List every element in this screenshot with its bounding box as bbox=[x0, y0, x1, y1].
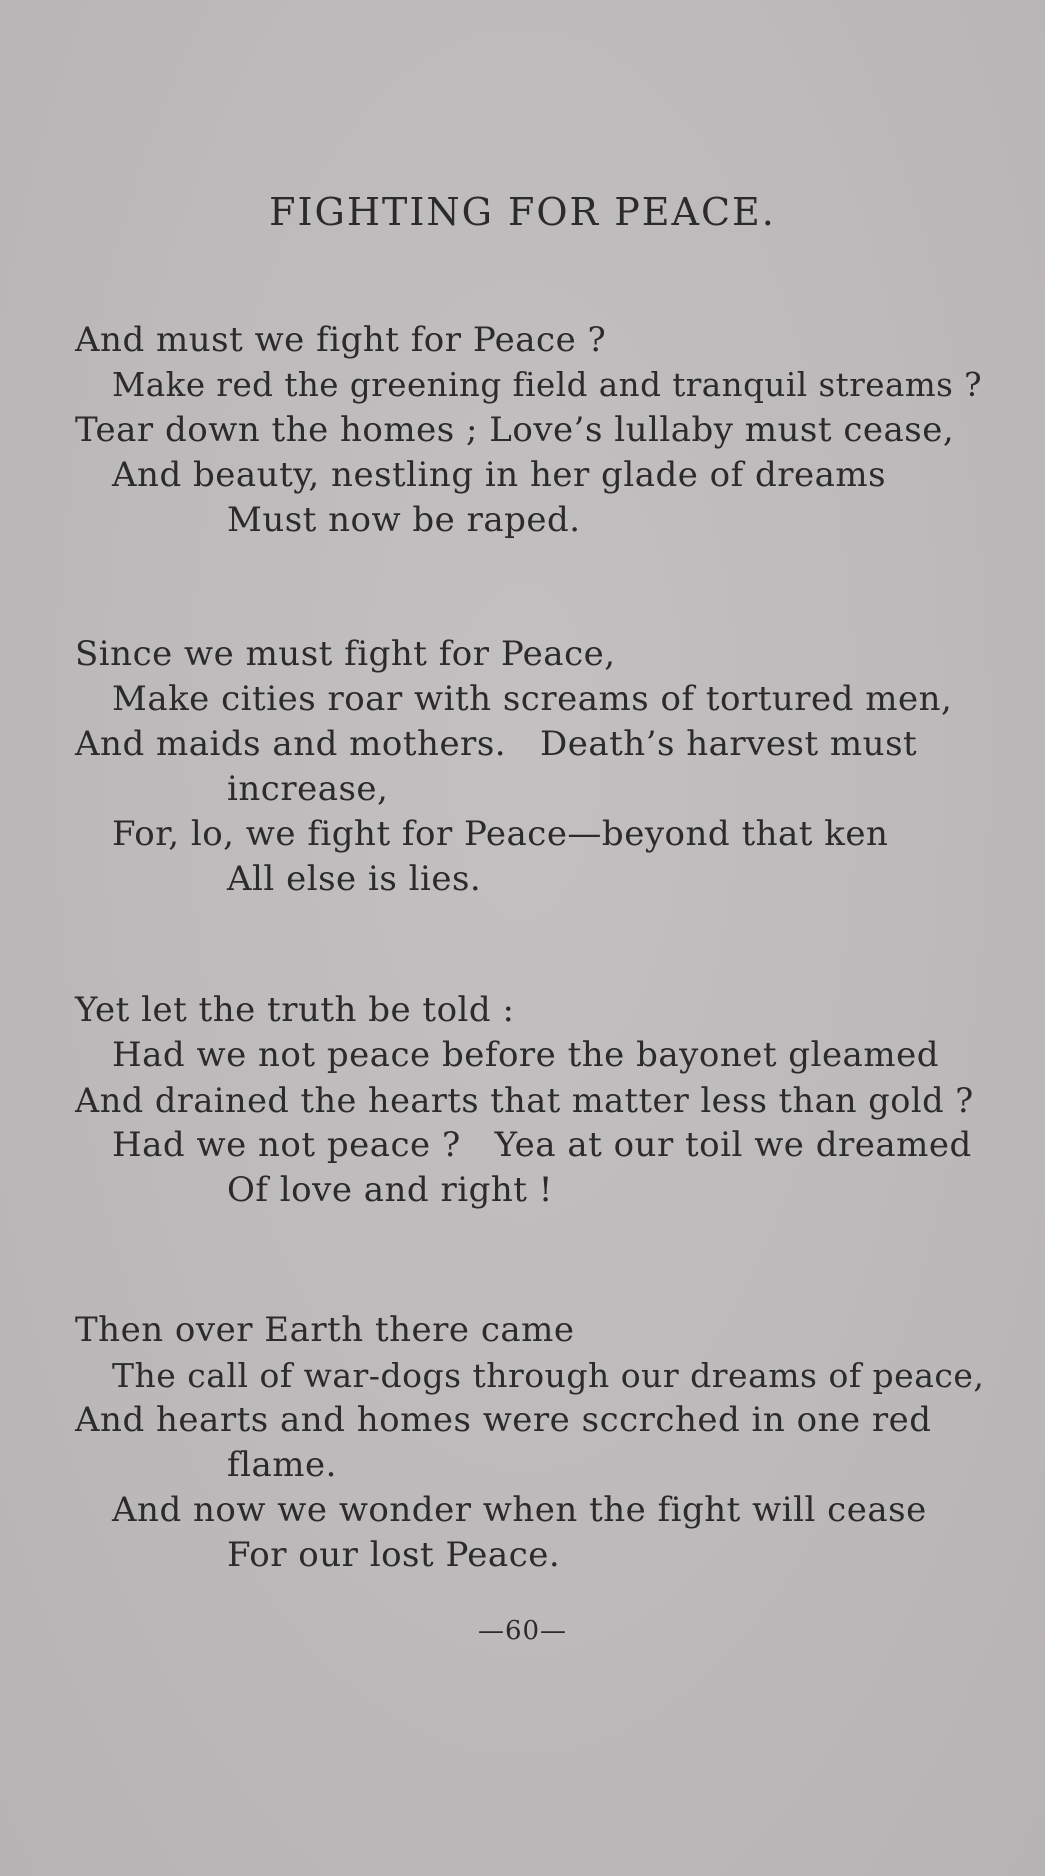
poem-line: Since we must fight for Peace, bbox=[75, 634, 616, 674]
poem-line: Tear down the homes ; Love’s lullaby must cease, bbox=[75, 410, 955, 450]
poem-title: FIGHTING FOR PEACE. bbox=[269, 190, 776, 234]
poem-line: All else is lies. bbox=[227, 859, 482, 899]
poem-line: Must now be raped. bbox=[227, 500, 581, 540]
poem-line: And maids and mothers. Death’s harvest must bbox=[75, 724, 918, 764]
poem-line: And beauty, nestling in her glade of dreams bbox=[112, 455, 887, 495]
stanza-2 bbox=[75, 632, 985, 902]
poem-line: And drained the hearts that matter less than gold ? bbox=[75, 1081, 974, 1120]
poem-line: For, lo, we fight for Peace—beyond that ken bbox=[112, 814, 889, 854]
poem-line: Had we not peace ? Yea at our toil we dreamed bbox=[112, 1125, 972, 1165]
poem-line: Make cities roar with screams of tortured men, bbox=[112, 679, 953, 719]
poem-line: And hearts and homes were sccrched in one red bbox=[75, 1400, 932, 1440]
poem-line: And must we fight for Peace ? bbox=[75, 320, 607, 360]
poem-line: For our lost Peace. bbox=[227, 1535, 561, 1575]
page-number: —60— bbox=[477, 1616, 568, 1646]
poem-line: The call of war-dogs through our dreams of peace, bbox=[112, 1356, 985, 1395]
poem-line: increase, bbox=[227, 769, 389, 809]
stanza-1 bbox=[75, 318, 985, 543]
poem-line: Make red the greening field and tranquil streams ? bbox=[112, 366, 983, 404]
poem-line: Then over Earth there came bbox=[75, 1310, 575, 1350]
stanza-3 bbox=[75, 988, 985, 1213]
poem-line: Had we not peace before the bayonet gleamed bbox=[112, 1035, 939, 1075]
poem-line: Yet let the truth be told : bbox=[75, 990, 515, 1030]
poem-line: flame. bbox=[227, 1445, 337, 1485]
poem-line: And now we wonder when the fight will cease bbox=[112, 1490, 927, 1530]
stanza-4 bbox=[75, 1308, 985, 1578]
poem-line: Of love and right ! bbox=[227, 1170, 553, 1210]
